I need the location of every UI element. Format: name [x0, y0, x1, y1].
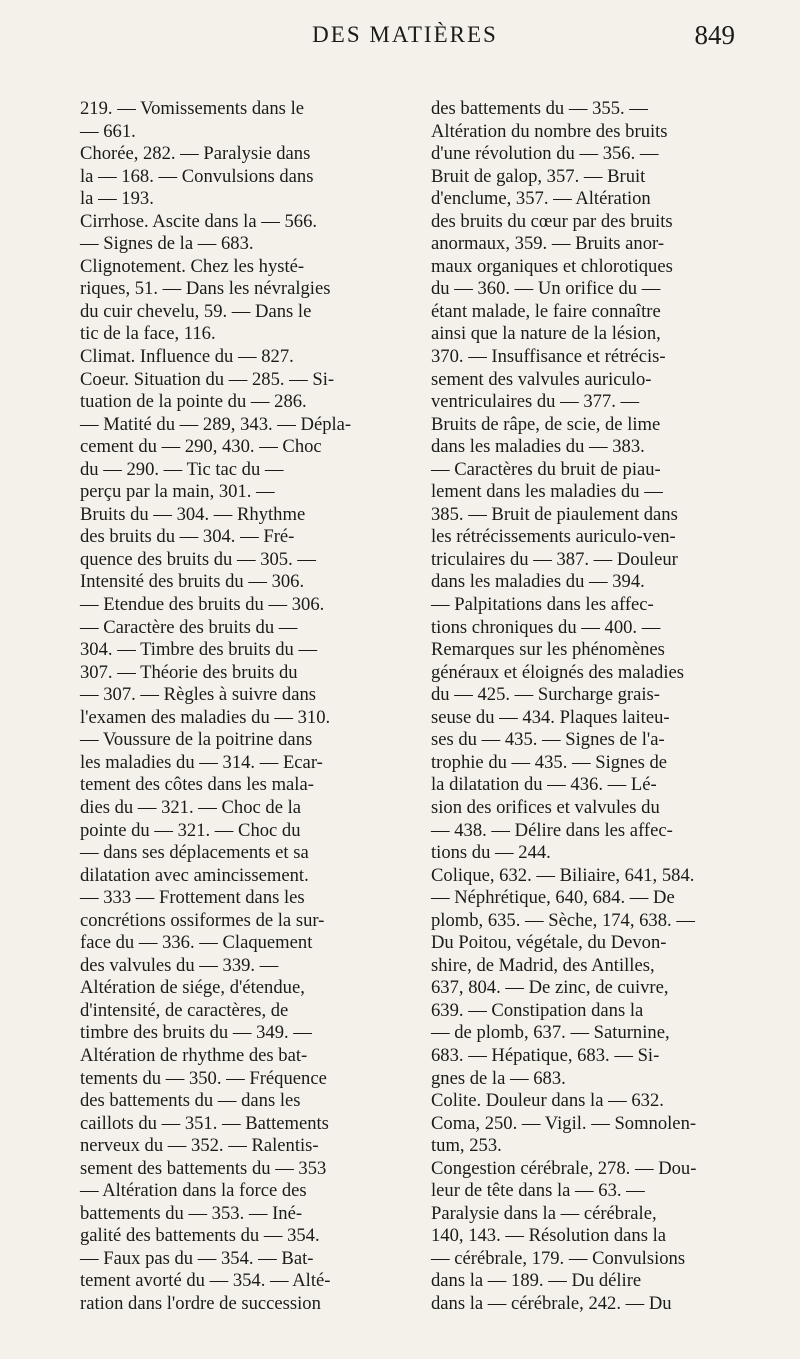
- index-line: Bruits de râpe, de scie, de lime: [431, 413, 661, 435]
- index-line: — Palpitations dans les affec-: [431, 594, 654, 616]
- index-line: — Etendue des bruits du — 306.: [80, 594, 325, 616]
- index-line: des battements du — dans les: [80, 1090, 301, 1112]
- index-line: ainsi que la nature de la lésion,: [431, 323, 661, 345]
- index-line: Remarques sur les phénomènes: [431, 639, 665, 661]
- index-line: la — 168. — Convulsions dans: [80, 165, 314, 187]
- index-line: lement dans les maladies du —: [431, 481, 663, 503]
- index-line: des bruits du — 304. — Fré-: [80, 526, 295, 548]
- index-line: Climat. Influence du — 827.: [80, 346, 294, 368]
- page-number: 849: [694, 20, 735, 50]
- index-line: tions du — 244.: [431, 842, 551, 864]
- index-line: — Faux pas du — 354. — Bat-: [80, 1247, 314, 1269]
- index-line: — cérébrale, 179. — Convulsions: [431, 1247, 686, 1269]
- index-line: tic de la face, 116.: [80, 323, 216, 345]
- index-line: tements du — 350. — Fréquence: [80, 1067, 327, 1089]
- index-line: tement des côtes dans les mala-: [80, 774, 314, 796]
- index-line: 304. — Timbre des bruits du —: [80, 639, 318, 661]
- index-line: seuse du — 434. Plaques laiteu-: [431, 706, 670, 728]
- index-line: des battements du — 355. —: [431, 98, 648, 119]
- index-line: étant malade, le faire connaître: [431, 300, 661, 322]
- index-line: ses du — 435. — Signes de l'a-: [431, 729, 665, 751]
- index-line: pointe du — 321. — Choc du: [80, 819, 301, 841]
- index-line: Congestion cérébrale, 278. — Dou-: [431, 1157, 697, 1179]
- index-line: des valvules du — 339. —: [80, 954, 279, 976]
- index-line: des bruits du cœur par des bruits: [431, 210, 673, 232]
- index-line: — 307. — Règles à suivre dans: [80, 684, 316, 706]
- index-line: leur de tête dans la — 63. —: [431, 1180, 645, 1202]
- index-line: sion des orifices et valvules du: [431, 796, 660, 818]
- index-line: — Matité du — 289, 343. — Dépla-: [80, 413, 352, 435]
- index-line: les rétrécissements auriculo-ven-: [431, 526, 676, 548]
- index-line: perçu par la main, 301. —: [80, 481, 275, 503]
- header-title: DES MATIÈRES: [312, 22, 498, 47]
- index-line: — 661.: [80, 120, 136, 142]
- index-line: — Caractères du bruit de piau-: [431, 458, 661, 480]
- index-line: triculaires du — 387. — Douleur: [431, 548, 678, 570]
- index-line: — Néphrétique, 640, 684. — De: [431, 887, 675, 909]
- index-line: tum, 253.: [431, 1135, 502, 1157]
- index-line: — 333 — Frottement dans les: [80, 887, 305, 909]
- index-line: la — 193.: [80, 188, 154, 210]
- index-line: 385. — Bruit de piaulement dans: [431, 503, 678, 525]
- index-line: — dans ses déplacements et sa: [80, 842, 309, 864]
- index-line: — Signes de la — 683.: [80, 233, 254, 255]
- index-line: sement des battements du — 353: [80, 1157, 327, 1179]
- index-column-left: [80, 98, 386, 1316]
- index-line: Bruits du — 304. — Rhythme: [80, 503, 306, 525]
- index-line: Bruit de galop, 357. — Bruit: [431, 165, 646, 187]
- index-line: Coma, 250. — Vigil. — Somnolen-: [431, 1112, 697, 1134]
- index-line: l'examen des maladies du — 310.: [80, 706, 331, 728]
- index-line: cement du — 290, 430. — Choc: [80, 436, 322, 458]
- index-line: timbre des bruits du — 349. —: [80, 1022, 312, 1044]
- index-line: dans les maladies du — 394.: [431, 571, 645, 593]
- index-line: dans la — cérébrale, 242. — Du: [431, 1292, 672, 1314]
- index-line: 637, 804. — De zinc, de cuivre,: [431, 977, 669, 999]
- index-line: Du Poitou, végétale, du Devon-: [431, 932, 667, 954]
- index-line: Colite. Douleur dans la — 632.: [431, 1090, 664, 1112]
- index-line: riques, 51. — Dans les névralgies: [80, 278, 331, 300]
- index-line: dans la — 189. — Du délire: [431, 1270, 642, 1292]
- index-line: généraux et éloignés des maladies: [431, 661, 684, 683]
- index-line: quence des bruits du — 305. —: [80, 548, 316, 570]
- index-line: 683. — Hépatique, 683. — Si-: [431, 1044, 660, 1066]
- index-line: trophie du — 435. — Signes de: [431, 751, 668, 773]
- index-line: nerveux du — 352. — Ralentis-: [80, 1135, 319, 1157]
- index-column-right: [431, 98, 737, 1316]
- index-line: — Voussure de la poitrine dans: [80, 729, 313, 751]
- index-line: anormaux, 359. — Bruits anor-: [431, 233, 665, 255]
- index-line: 370. — Insuffisance et rétrécis-: [431, 346, 666, 368]
- index-line: Altération de siége, d'étendue,: [80, 977, 305, 999]
- index-line: Chorée, 282. — Paralysie dans: [80, 143, 311, 165]
- index-line: 639. — Constipation dans la: [431, 999, 644, 1021]
- index-line: Cirrhose. Ascite dans la — 566.: [80, 210, 318, 232]
- index-line: Clignotement. Chez les hysté-: [80, 255, 305, 277]
- index-line: plomb, 635. — Sèche, 174, 638. —: [431, 909, 695, 931]
- index-line: Altération du nombre des bruits: [431, 120, 668, 142]
- index-line: les maladies du — 314. — Ecar-: [80, 751, 323, 773]
- index-line: du — 290. — Tic tac du —: [80, 458, 284, 480]
- index-line: ration dans l'ordre de succession: [80, 1292, 321, 1314]
- index-line: caillots du — 351. — Battements: [80, 1112, 329, 1134]
- index-line: maux organiques et chlorotiques: [431, 255, 673, 277]
- index-line: shire, de Madrid, des Antilles,: [431, 954, 655, 976]
- index-line: dilatation avec amincissement.: [80, 864, 309, 886]
- index-line: — Caractère des bruits du —: [80, 616, 298, 638]
- index-line: 219. — Vomissements dans le: [80, 98, 304, 119]
- index-line: du — 425. — Surcharge grais-: [431, 684, 660, 706]
- index-line: tions chroniques du — 400. —: [431, 616, 661, 638]
- index-line: dies du — 321. — Choc de la: [80, 796, 302, 818]
- index-line: d'enclume, 357. — Altération: [431, 188, 651, 210]
- index-line: — de plomb, 637. — Saturnine,: [431, 1022, 670, 1044]
- index-line: — Altération dans la force des: [80, 1180, 307, 1202]
- index-line: Colique, 632. — Biliaire, 641, 584.: [431, 864, 695, 886]
- index-line: tuation de la pointe du — 286.: [80, 391, 307, 413]
- index-line: face du — 336. — Claquement: [80, 932, 313, 954]
- index-line: sement des valvules auriculo-: [431, 368, 652, 390]
- index-line: tement avorté du — 354. — Alté-: [80, 1270, 331, 1292]
- index-line: Intensité des bruits du — 306.: [80, 571, 305, 593]
- index-line: gnes de la — 683.: [431, 1067, 566, 1089]
- index-line: concrétions ossiformes de la sur-: [80, 909, 325, 931]
- index-line: du — 360. — Un orifice du —: [431, 278, 661, 300]
- index-line: 140, 143. — Résolution dans la: [431, 1225, 666, 1247]
- index-line: ventriculaires du — 377. —: [431, 391, 640, 413]
- index-line: galité des battements du — 354.: [80, 1225, 320, 1247]
- index-line: du cuir chevelu, 59. — Dans le: [80, 300, 312, 322]
- index-line: d'intensité, de caractères, de: [80, 999, 289, 1021]
- index-line: 307. — Théorie des bruits du: [80, 661, 298, 683]
- index-line: Paralysie dans la — cérébrale,: [431, 1202, 657, 1224]
- index-line: dans les maladies du — 383.: [431, 436, 645, 458]
- index-line: Altération de rhythme des bat-: [80, 1044, 308, 1066]
- running-header: [75, 22, 735, 58]
- index-line: Coeur. Situation du — 285. — Si-: [80, 368, 335, 390]
- index-line: la dilatation du — 436. — Lé-: [431, 774, 657, 796]
- index-line: d'une révolution du — 356. —: [431, 143, 659, 165]
- index-line: — 438. — Délire dans les affec-: [431, 819, 673, 841]
- index-line: battements du — 353. — Iné-: [80, 1202, 303, 1224]
